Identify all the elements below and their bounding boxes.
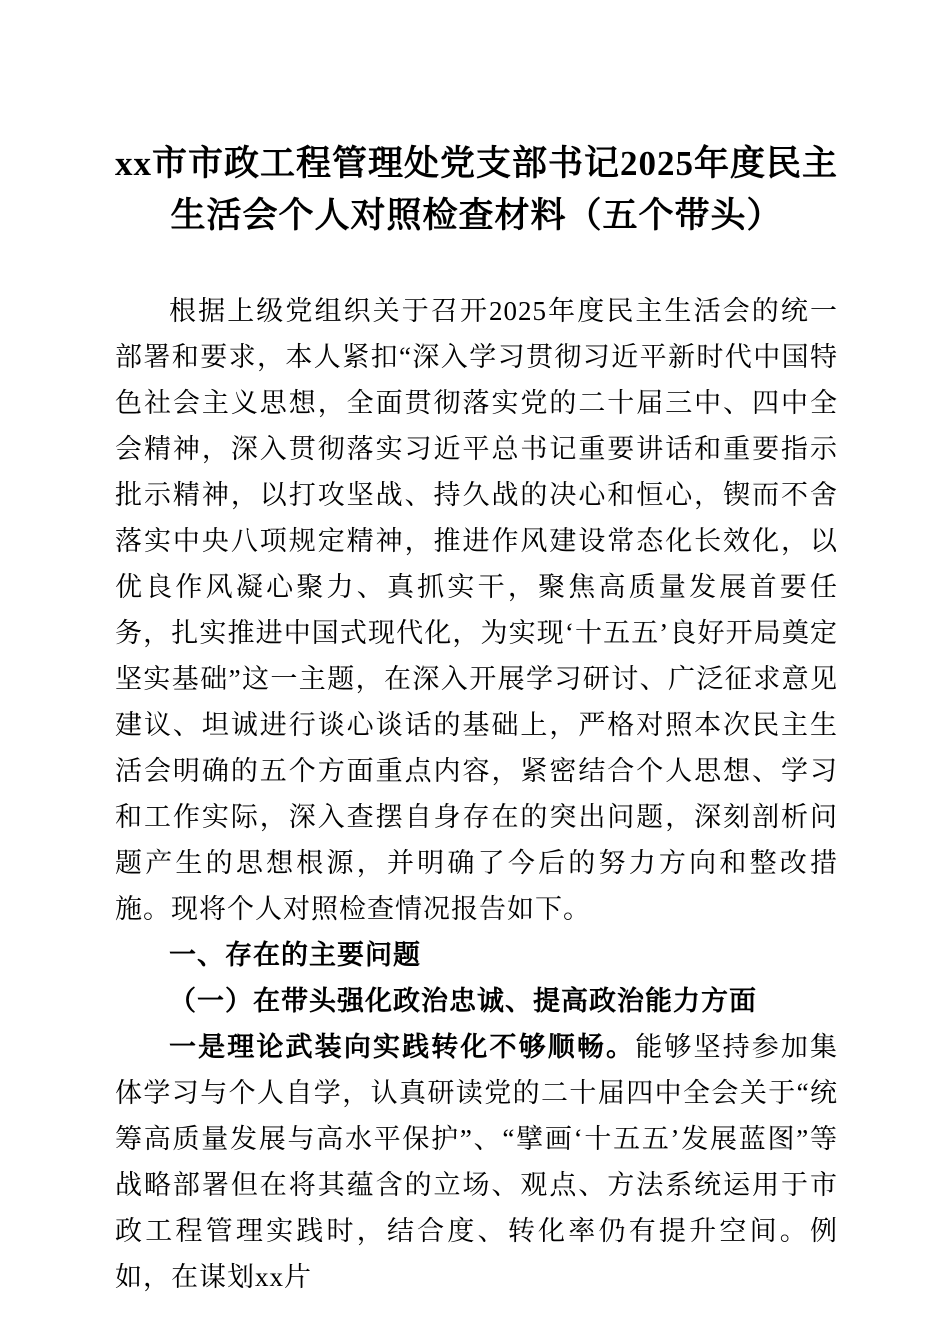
heading-main-problems: 一、存在的主要问题	[169, 940, 421, 970]
document-body	[115, 288, 838, 1300]
paragraph-intro: 根据上级党组织关于召开2025年度民主生活会的统一部署和要求，本人紧扣“深入学习贯彻习近平新时代中国特色社会主义思想，全面贯彻落实党的二十届三中、四中全会精神，深入贯彻落实习近平总书记重要讲话和重要指示批示精神，以打攻坚战、持久战的决心和恒心，锲而不舍落实中央八项规定精神，推进作风建设常态化长效化，以优良作风凝心聚力、真抓实干，聚焦高质量发展首要任务，扎实推进中国式现代化，为实现‘十五五’良好开局奠定坚实基础”这一主题，在深入开展学习研讨、广泛征求意见建议、坦诚进行谈心谈话的基础上，严格对照本次民主生活会明确的五个方面重点内容，紧密结合个人思想、学习和工作实际，深入查摆自身存在的突出问题，深刻剖析问题产生的思想根源，并明确了今后的努力方向和整改措施。现将个人对照检查情况报告如下。	[115, 296, 838, 924]
paragraph-issue-one	[115, 1024, 838, 1300]
heading-section-one: （一）在带头强化政治忠诚、提高政治能力方面	[169, 986, 757, 1016]
document-title: xx市市政工程管理处党支部书记2025年度民主生活会个人对照检查材料（五个带头）	[115, 144, 839, 235]
paragraph-issue-one-text: 能够坚持参加集体学习与个人自学，认真研读党的二十届四中全会关于“统筹高质量发展与高水平保护”、“擘画‘十五五’发展蓝图”等战略部署但在将其蕴含的立场、观点、方法系统运用于市政工程管理实践时，结合度、转化率仍有提升空间。例如，在谋划xx片	[115, 1032, 839, 1292]
paragraph-issue-one-lead: 一是理论武装向实践转化不够顺畅。	[169, 1032, 636, 1062]
